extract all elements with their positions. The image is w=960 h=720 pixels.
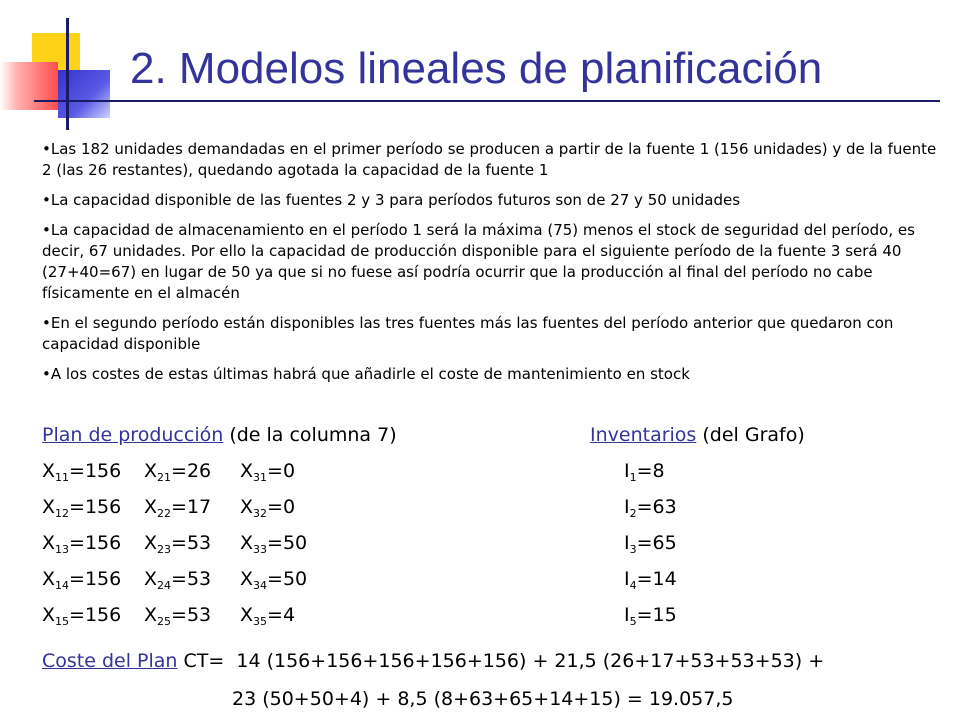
x1-value: $X_{15}=156$ xyxy=(42,604,122,628)
slide-title: 2. Modelos lineales de planificación xyxy=(130,44,823,93)
x3-value: $X_{32}=0$ xyxy=(240,496,296,520)
bullet-list xyxy=(42,139,942,394)
cost-formula-2: 23 (50+50+4) + 8,5 (8+63+65+14+15) = 19.057,5 xyxy=(232,688,734,710)
x2-value: $X_{22}=17$ xyxy=(144,496,212,520)
x3-value: $X_{31}=0$ xyxy=(240,460,296,484)
cost-line-1 xyxy=(42,650,824,672)
x3-value: $X_{33}=50$ xyxy=(240,532,308,556)
bullet-item: • La capacidad disponible de las fuentes 2 y 3 para períodos futuros son de 27 y 50 unidades xyxy=(42,190,942,211)
bullet-item: • A los costes de estas últimas habrá que añadirle el coste de mantenimiento en stock xyxy=(42,364,942,385)
x2-value: $X_{21}=26$ xyxy=(144,460,212,484)
x3-value: $X_{35}=4$ xyxy=(240,604,296,628)
inventory-heading xyxy=(590,424,805,446)
plan-heading-rest: (de la columna 7) xyxy=(223,424,397,446)
x1-value: $X_{12}=156$ xyxy=(42,496,122,520)
coste-del-plan-link[interactable]: Coste del Plan xyxy=(42,650,178,672)
inventory-value: $I_4=14$ xyxy=(624,568,677,592)
decor-vertical-line xyxy=(66,18,69,130)
x2-value: $X_{23}=53$ xyxy=(144,532,212,556)
decor-red-square xyxy=(0,62,58,110)
title-divider-line xyxy=(34,100,940,102)
plan-heading xyxy=(42,424,397,446)
inventory-heading-rest: (del Grafo) xyxy=(696,424,805,446)
x1-value: $X_{11}=156$ xyxy=(42,460,122,484)
inventory-value: $I_3=65$ xyxy=(624,532,677,556)
x2-value: $X_{24}=53$ xyxy=(144,568,212,592)
inventory-value: $I_2=63$ xyxy=(624,496,677,520)
x1-value: $X_{14}=156$ xyxy=(42,568,122,592)
x1-value: $X_{13}=156$ xyxy=(42,532,122,556)
x2-value: $X_{25}=53$ xyxy=(144,604,212,628)
inventory-value: $I_5=15$ xyxy=(624,604,677,628)
x3-value: $X_{34}=50$ xyxy=(240,568,308,592)
inventarios-link[interactable]: Inventarios xyxy=(590,424,697,446)
cost-formula-1: CT= 14 (156+156+156+156+156) + 21,5 (26+17+53+53+53) + xyxy=(177,650,825,672)
plan-produccion-link[interactable]: Plan de producción xyxy=(42,424,224,446)
bullet-item: • En el segundo período están disponibles las tres fuentes más las fuentes del período anterior que quedaron con capacidad disponible xyxy=(42,313,942,355)
bullet-item: • La capacidad de almacenamiento en el período 1 será la máxima (75) menos el stock de seguridad del período, es decir, 67 unidades. Por ello la capacidad de producción disponible para el siguiente período de la fuente 3 será 40 (27+40=67) en lugar de 50 ya que si no fuese así podría ocurrir que la producción al final del período no cabe físicamente en el almacén xyxy=(42,220,942,304)
bullet-item: • Las 182 unidades demandadas en el primer período se producen a partir de la fuente 1 (156 unidades) y de la fuente 2 (las 26 restantes), quedando agotada la capacidad de la fuente 1 xyxy=(42,139,942,181)
inventory-value: $I_1=8$ xyxy=(624,460,665,484)
